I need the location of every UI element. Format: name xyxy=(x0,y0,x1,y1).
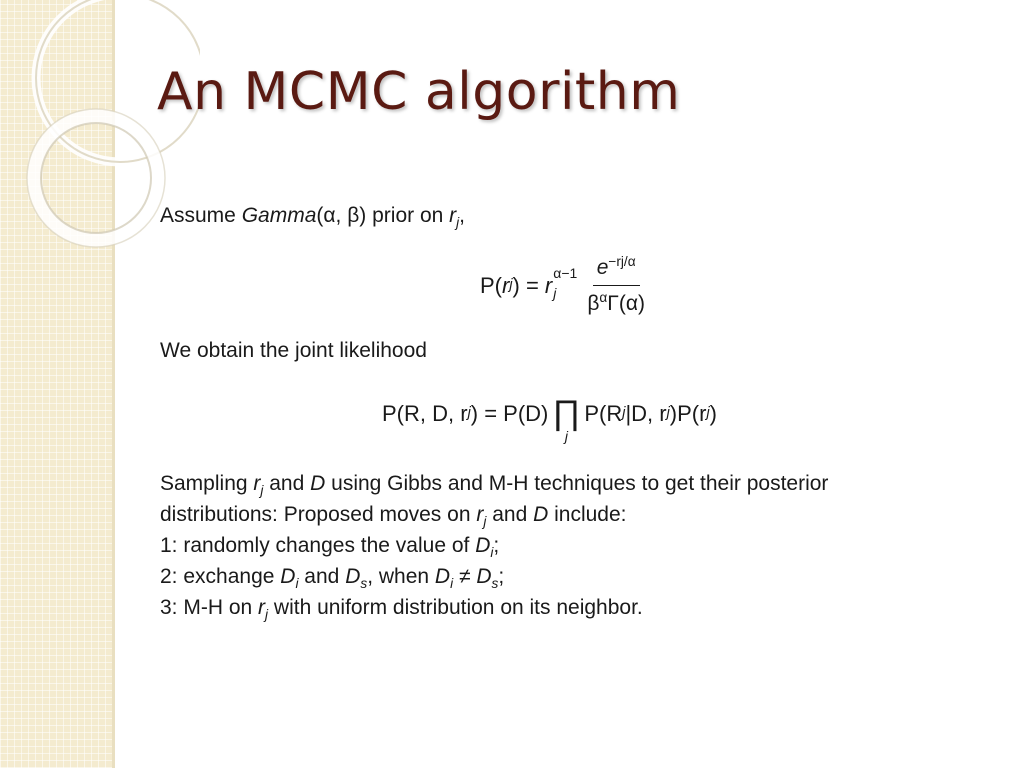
assume-line xyxy=(160,200,990,231)
slide-content xyxy=(160,200,990,623)
text: 3: M-H on xyxy=(160,596,259,619)
eq2-term1-j: j xyxy=(622,405,626,421)
eq1-lhs-j: j xyxy=(509,277,513,293)
not-equal-icon: ≠ xyxy=(453,565,477,588)
eq2-lhs-close: ) xyxy=(470,400,479,426)
eq1-base-sup: α−1 xyxy=(553,265,578,281)
move-item-2 xyxy=(160,561,990,592)
var-r: r xyxy=(476,503,484,526)
text: and xyxy=(298,565,346,588)
eq2-product xyxy=(552,394,581,444)
var-d: D xyxy=(434,565,451,588)
sub-s: s xyxy=(360,575,368,591)
eq2-term2: P(r xyxy=(677,400,707,426)
text: using Gibbs and M-H techniques to get their posterior xyxy=(325,472,829,495)
eq1-den-beta: β xyxy=(587,291,600,315)
eq2-term1-j2: j xyxy=(666,405,670,421)
eq1-base-sub: j xyxy=(553,285,557,301)
text: distributions: Proposed moves on xyxy=(160,503,477,526)
text-prior-on: prior on xyxy=(366,204,450,227)
var-d: D xyxy=(476,565,492,588)
eq1-den-gamma: Γ(α) xyxy=(607,291,645,315)
eq1-lhs-p: P( xyxy=(480,272,502,298)
equation-joint-likelihood xyxy=(382,378,990,448)
text: and xyxy=(486,503,534,526)
move-item-1 xyxy=(160,530,990,561)
var-r: r xyxy=(449,204,457,227)
text: Sampling xyxy=(160,472,254,495)
text: ; xyxy=(498,565,505,588)
eq1-fraction xyxy=(583,252,649,319)
text: with uniform distribution on its neighbor. xyxy=(268,596,643,619)
eq2-term1: P(R xyxy=(584,400,623,426)
var-d: D xyxy=(475,534,491,557)
var-d: D xyxy=(310,472,326,495)
text: include: xyxy=(548,503,627,526)
sub-s: s xyxy=(491,575,499,591)
eq1-num-e: e xyxy=(596,255,609,279)
var-d: D xyxy=(345,565,361,588)
joint-likelihood-line: We obtain the joint likelihood xyxy=(160,339,427,362)
eq1-den-alpha: α xyxy=(599,289,608,305)
sub-j: j xyxy=(483,513,487,529)
eq2-prod-index: j xyxy=(564,428,568,444)
eq2-term1-close: ) xyxy=(669,400,678,426)
eq1-equals: = xyxy=(519,272,545,298)
sampling-line-1 xyxy=(160,468,990,499)
text: 1: randomly changes the value of xyxy=(160,534,476,557)
equation-gamma-prior xyxy=(480,249,990,321)
text: , when xyxy=(367,565,435,588)
eq1-lhs-r: r xyxy=(502,272,510,298)
eq2-lhs: P(R, D, r xyxy=(382,400,468,426)
eq2-pd: P(D) xyxy=(503,400,549,426)
sub-j: j xyxy=(456,214,460,230)
eq1-denominator xyxy=(583,286,649,319)
slide-title: An MCMC algorithm xyxy=(157,62,681,122)
eq1-numerator xyxy=(593,252,640,286)
eq1-base-r: r xyxy=(544,272,553,298)
text-gamma: Gamma xyxy=(241,204,317,227)
eq2-term1-mid: |D, r xyxy=(625,400,667,426)
eq1-num-sup: −rj/α xyxy=(608,253,636,269)
text-assume: Assume xyxy=(160,204,242,227)
sampling-line-2 xyxy=(160,499,990,530)
text: ; xyxy=(493,534,500,557)
sub-i: i xyxy=(295,575,299,591)
var-d: D xyxy=(280,565,296,588)
move-item-3 xyxy=(160,592,990,623)
eq2-term2-j: j xyxy=(706,405,710,421)
sub-i: i xyxy=(450,575,454,591)
var-r: r xyxy=(258,596,266,619)
eq2-equals: = xyxy=(478,400,504,426)
product-icon: ∏ xyxy=(552,394,581,432)
eq1-base-scripts xyxy=(553,265,578,301)
eq1-lhs-close: ) xyxy=(512,272,520,298)
eq2-lhs-j: j xyxy=(467,405,471,421)
sampling-paragraph xyxy=(160,468,990,623)
text-gamma-params: (α, β) xyxy=(316,204,367,227)
sub-j: j xyxy=(260,482,264,498)
sub-i: i xyxy=(490,544,494,560)
var-d: D xyxy=(533,503,549,526)
eq2-term2-close: ) xyxy=(709,400,717,426)
var-r: r xyxy=(253,472,261,495)
text-comma: , xyxy=(459,204,466,227)
sub-j: j xyxy=(265,606,269,622)
text: 2: exchange xyxy=(160,565,281,588)
text: and xyxy=(263,472,311,495)
